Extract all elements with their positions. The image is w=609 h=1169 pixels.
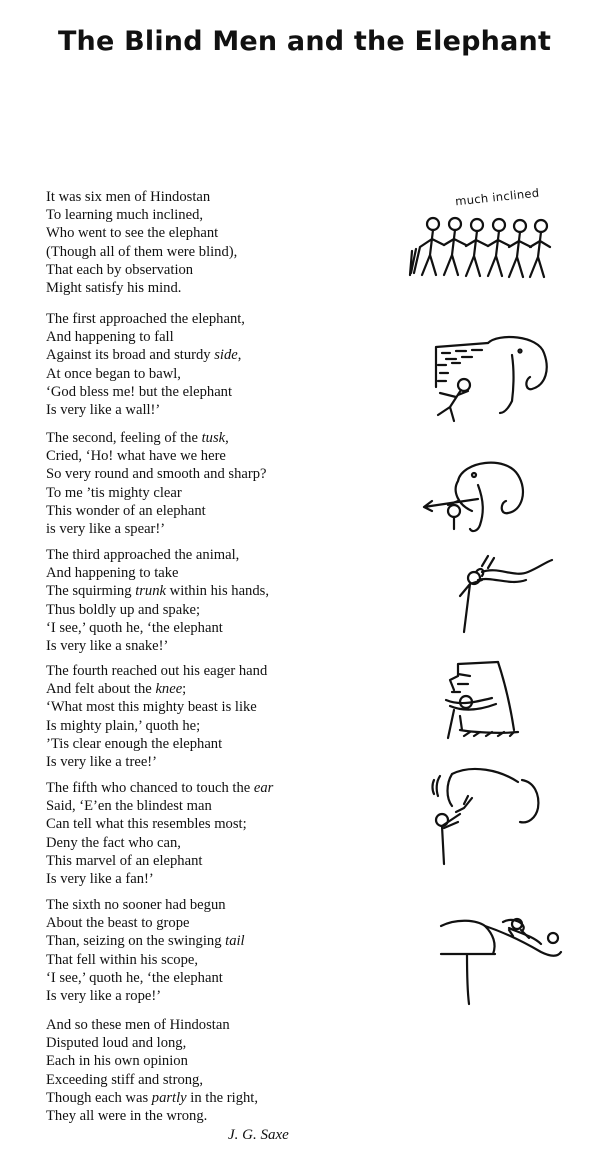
line-text: Is very like a snake!’ [46, 637, 169, 654]
line-text: The third approached the animal, [46, 547, 240, 563]
poem-line [46, 365, 386, 383]
line-text: , [225, 430, 229, 446]
line-text: At once began to bawl, [46, 365, 181, 382]
line-text: ‘I see,’ quoth he, ‘the elephant [46, 619, 223, 636]
poem-line [46, 815, 386, 833]
line-text: To me ’tis mighty clear [46, 484, 182, 501]
line-text: (Though all of them were blind), [46, 243, 238, 260]
line-text: Against its broad and sturdy [46, 347, 215, 364]
poem-line [46, 852, 386, 870]
line-text: Who went to see the elephant [46, 225, 219, 242]
line-text: And happening to fall [46, 329, 174, 346]
emphasized-word: trunk [135, 583, 166, 600]
line-text: Is very like a tree!’ [46, 753, 158, 770]
stanza [46, 188, 386, 297]
poem-line [46, 206, 386, 224]
poem-line [46, 753, 386, 771]
emphasized-word: tusk [201, 430, 226, 446]
line-text: So very round and smooth and sharp? [46, 466, 267, 483]
line-text: This wonder of an elephant [46, 502, 206, 519]
line-text: Said, ‘E’en the blindest man [46, 798, 212, 815]
stanza [46, 429, 386, 538]
poem-line [46, 447, 386, 465]
line-text: To learning much inclined, [46, 207, 204, 224]
line-text: ’Tis clear enough the elephant [46, 735, 223, 752]
poem-line [46, 1107, 386, 1125]
man-hugging-knee-icon [440, 660, 550, 745]
poem-line [46, 914, 386, 932]
line-text: is very like a spear!’ [46, 520, 166, 537]
poem-line [46, 1052, 386, 1070]
line-text: Though each was [46, 1089, 152, 1106]
line-text: Exceeding stiff and strong, [46, 1071, 203, 1088]
poem-line [46, 1016, 386, 1034]
emphasized-word: side [214, 347, 238, 364]
poem-line [46, 582, 386, 600]
line-text: Than, seizing on the swinging [46, 933, 226, 950]
line-text: , [237, 347, 242, 364]
poem-line [46, 279, 386, 297]
poem-line [46, 546, 386, 564]
poem-line [46, 969, 386, 987]
line-text: And felt about the [46, 681, 156, 698]
line-text: Each in his own opinion [46, 1053, 188, 1070]
poem-line [46, 637, 386, 655]
line-text: The fourth reached out his eager hand [46, 663, 268, 679]
line-text: Cried, ‘Ho! what have we here [46, 448, 226, 465]
line-text: Is very like a rope!’ [46, 987, 162, 1004]
poem-line [46, 1034, 386, 1052]
poem-line [46, 932, 386, 950]
line-text: Can tell what this resembles most; [46, 816, 247, 833]
man-falling-against-wall-icon [428, 333, 568, 423]
line-text: The sixth no sooner had begun [46, 897, 226, 913]
poem-line [46, 951, 386, 969]
emphasized-word: ear [253, 780, 274, 796]
line-text: Thus boldly up and spake; [46, 601, 201, 618]
stanza [46, 1016, 386, 1125]
poem-line [46, 224, 386, 242]
stanza [46, 896, 386, 1005]
line-text: Disputed loud and long, [46, 1035, 187, 1052]
six-blind-men-walking-icon [408, 215, 568, 295]
poem-line [46, 735, 386, 753]
line-text: Deny the fact who can, [46, 834, 181, 851]
poem-line [46, 346, 386, 364]
poem-title: The Blind Men and the Elephant [57, 26, 552, 57]
line-text: They all were in the wrong. [46, 1107, 208, 1124]
man-touching-tusk-icon [418, 455, 548, 545]
line-text: ‘God bless me! but the elephant [46, 383, 233, 400]
poem-line [46, 896, 386, 914]
poem-line [46, 502, 386, 520]
line-text: The fifth who chanced to touch the [46, 780, 254, 796]
stanza [46, 546, 386, 655]
line-text: Is very like a wall!’ [46, 401, 161, 418]
poem-line [46, 564, 386, 582]
line-text: within his hands, [166, 583, 269, 600]
poem-line [46, 834, 386, 852]
line-text: The second, feeling of the [46, 430, 202, 446]
line-text: It was six men of Hindostan [46, 189, 211, 205]
line-text: About the beast to grope [46, 915, 190, 932]
line-text: That each by observation [46, 261, 194, 278]
poem-line [46, 1071, 386, 1089]
poem-line [46, 520, 386, 538]
poem-line [46, 698, 386, 716]
line-text: Might satisfy his mind. [46, 279, 182, 296]
line-text: in the right, [186, 1089, 258, 1106]
poem-line [46, 243, 386, 261]
line-text: And happening to take [46, 565, 179, 582]
line-text: Is very like a fan!’ [46, 870, 154, 887]
poem-line [46, 680, 386, 698]
poem-line [46, 870, 386, 888]
line-text: And so these men of Hindostan [46, 1017, 230, 1033]
poem-line [46, 662, 386, 680]
poem-line [46, 484, 386, 502]
poem-line [46, 328, 386, 346]
line-text: The first approached the elephant, [46, 311, 245, 327]
line-text: That fell within his scope, [46, 951, 198, 968]
poem-line [46, 261, 386, 279]
poem-line [46, 797, 386, 815]
emphasized-word: tail [225, 933, 245, 950]
line-text: ‘What most this mighty beast is like [46, 699, 257, 716]
poem-line [46, 310, 386, 328]
poem-line [46, 401, 386, 419]
man-touching-ear-icon [428, 768, 558, 868]
poem-line [46, 601, 386, 619]
poem-author: J. G. Saxe [228, 1127, 289, 1143]
line-text: This marvel of an elephant [46, 852, 203, 869]
poem-line [46, 779, 386, 797]
poem-line [46, 188, 386, 206]
poem-line [46, 465, 386, 483]
man-holding-trunk-icon [452, 552, 562, 637]
line-text: The squirming [46, 583, 136, 600]
stanza [46, 779, 386, 888]
poem-line [46, 987, 386, 1005]
man-pulling-tail-icon [437, 908, 567, 1008]
line-text: ; [182, 681, 187, 698]
poem-line [46, 717, 386, 735]
line-text: ‘I see,’ quoth he, ‘the elephant [46, 969, 223, 986]
poem-line [46, 383, 386, 401]
stanza [46, 310, 386, 419]
poem-line [46, 429, 386, 447]
emphasized-word: knee [155, 681, 183, 698]
stanza [46, 662, 386, 771]
poem-line [46, 619, 386, 637]
illustration-label: much inclined [454, 185, 541, 209]
line-text: Is mighty plain,’ quoth he; [46, 717, 201, 734]
emphasized-word: partly [151, 1089, 187, 1106]
poem-line [46, 1089, 386, 1107]
